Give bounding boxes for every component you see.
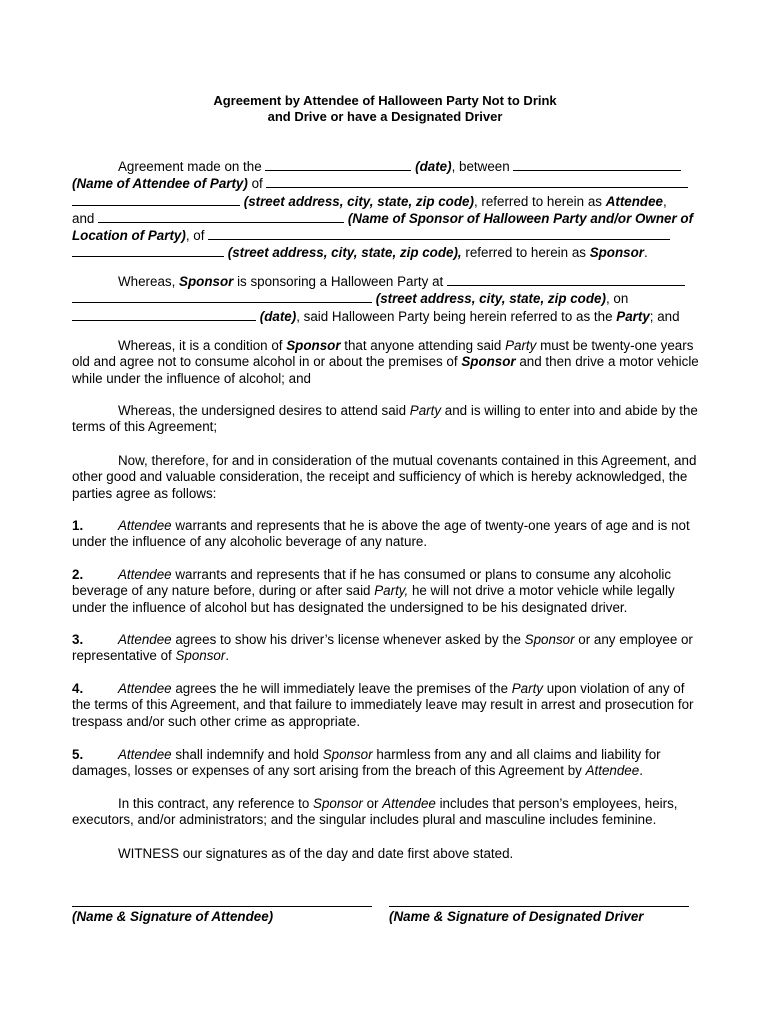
attendee-address-blank-1[interactable]: [266, 175, 688, 188]
driver-signature-line[interactable]: [389, 906, 689, 907]
clause-3: 3. Attendee agrees to show his driver’s license whenever asked by the Sponsor or any employee or representative of Sponsor.: [72, 632, 693, 664]
attendee-signature-line[interactable]: [72, 906, 372, 907]
reference-paragraph: In this contract, any reference to Sponsor or Attendee includes that person’s employees, heirs, executors, and/or administrators; and the singular includes plural and masculine includes feminine.: [72, 796, 678, 828]
attendee-address-blank-2[interactable]: [72, 193, 240, 206]
sponsor-name-blank[interactable]: [98, 210, 344, 223]
intro-paragraph: Agreement made on the (date), between (Name of Attendee of Party) of (street address, city, state, zip code), referred to herein as Attendee, and (Name of Sponsor of Halloween Party and/or Owner of Location of Party), of (street address, city, state, zip code), referred to herein as Sponsor.: [72, 159, 694, 261]
clause-5: 5. Attendee shall indemnify and hold Sponsor harmless from any and all claims and liability for damages, losses or expenses of any sort arising from the breach of this Agreement by Attendee.: [72, 747, 661, 779]
now-therefore-paragraph: Now, therefore, for and in consideration of the mutual covenants contained in this Agreement, and other good and valuable consideration, the receipt and sufficiency of which is hereby acknowledged, the parties agree as follows:: [72, 453, 697, 501]
clause-4: 4. Attendee agrees the he will immediately leave the premises of the Party upon violation of any of the terms of this Agreement, and that failure to immediately leave may result in arrest and prosecution for trespass and/or such other crime as appropriate.: [72, 681, 694, 729]
driver-signature-label: (Name & Signature of Designated Driver: [389, 909, 644, 924]
attendee-name-blank[interactable]: [513, 158, 681, 171]
party-address-blank-1[interactable]: [447, 273, 685, 286]
sponsor-address-blank-2[interactable]: [72, 244, 224, 257]
clause-2: 2. Attendee warrants and represents that if he has consumed or plans to consume any alcoholic beverage of any nature before, during or after said Party, he will not drive a motor vehicle while legally under the influence of alcohol but has designated the undersigned to be his designated driver.: [72, 567, 675, 615]
whereas-condition: Whereas, it is a condition of Sponsor that anyone attending said Party must be twenty-one years old and agree not to consume alcohol in or about the premises of Sponsor and then drive a motor vehicle while under the influence of alcohol; and: [72, 338, 699, 386]
title-line-2: and Drive or have a Designated Driver: [267, 109, 503, 124]
document-title: [0, 93, 770, 125]
clause-1: 1. Attendee warrants and represents that he is above the age of twenty-one years of age and is not under the influence of any alcoholic beverage of any nature.: [72, 518, 690, 550]
attendee-signature-label: (Name & Signature of Attendee): [72, 909, 274, 924]
sponsor-address-blank-1[interactable]: [208, 227, 670, 240]
whereas-undersigned: Whereas, the undersigned desires to attend said Party and is willing to enter into and abide by the terms of this Agreement;: [72, 403, 698, 435]
title-line-1: Agreement by Attendee of Halloween Party Not to Drink: [213, 93, 557, 108]
agreement-date-blank[interactable]: [265, 158, 411, 171]
party-address-blank-2[interactable]: [72, 290, 372, 303]
party-date-blank[interactable]: [72, 308, 256, 321]
witness-paragraph: WITNESS our signatures as of the day and date first above stated.: [118, 846, 514, 861]
whereas-party-location: Whereas, Sponsor is sponsoring a Halloween Party at (street address, city, state, zip code), on (date), said Halloween Party being herein referred to as the Party; and: [72, 273, 702, 325]
